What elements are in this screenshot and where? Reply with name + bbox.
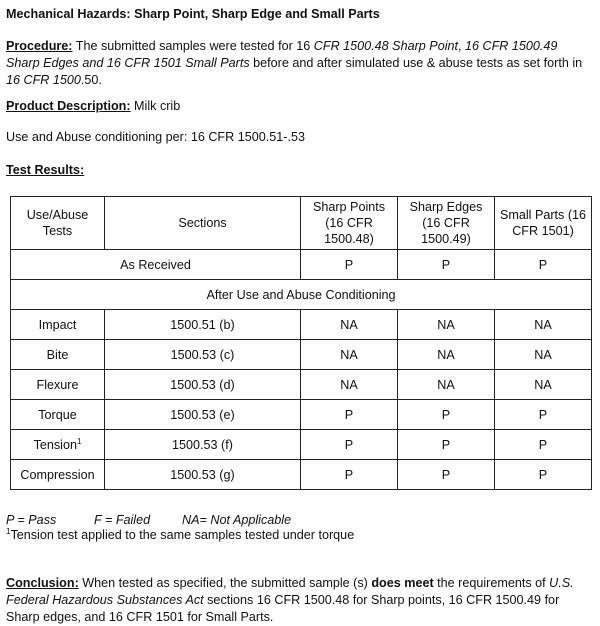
as-received-label: As Received	[11, 250, 301, 280]
test-name	[11, 430, 105, 460]
table-row	[11, 340, 592, 370]
result-sharp-points: P	[301, 400, 398, 430]
as-received-sharp-edges: P	[398, 250, 495, 280]
test-results-label: Test Results:	[6, 163, 85, 177]
result-small-parts: P	[495, 430, 592, 460]
procedure-text-4: .50.	[80, 73, 102, 87]
legend-fail: F = Failed	[94, 513, 151, 527]
test-section: 1500.51 (b)	[105, 310, 301, 340]
page-title: Mechanical Hazards: Sharp Point, Sharp Edge and Small Parts	[6, 7, 380, 21]
conclusion-text-1: When tested as specified, the submitted sample (s)	[78, 576, 372, 590]
test-name: Bite	[11, 340, 105, 370]
table-row	[11, 370, 592, 400]
procedure-paragraph	[6, 38, 590, 89]
footnote-text: Tension test applied to the same samples tested under torque	[10, 528, 355, 542]
footnote-marker: 1	[76, 436, 82, 446]
table-row	[11, 430, 592, 460]
legend-pass: P = Pass	[6, 513, 57, 527]
procedure-ref-1500: 16 CFR 1500	[6, 73, 81, 87]
conclusion-text-3: sections 16 CFR 1500.48 for Sharp points, 16 CFR 1500.49 for Sharp edges, and 16 CFR 1501 for Small Parts.	[6, 593, 560, 624]
test-name: Impact	[11, 310, 105, 340]
procedure-ref-sharp-point: CFR 1500.48 Sharp Point	[313, 39, 458, 53]
test-name: Flexure	[11, 370, 105, 400]
table-row	[11, 400, 592, 430]
header-sharp-points: Sharp Points (16 CFR 1500.48)	[301, 197, 398, 250]
conclusion-text-2: the requirements of	[433, 576, 550, 590]
footnote	[6, 527, 590, 544]
use-abuse-conditioning: Use and Abuse conditioning per: 16 CFR 1500.51-.53	[6, 130, 305, 144]
test-section: 1500.53 (f)	[105, 430, 301, 460]
conclusion-paragraph	[6, 575, 590, 626]
result-small-parts: NA	[495, 310, 592, 340]
test-section: 1500.53 (g)	[105, 460, 301, 490]
conclusion-label: Conclusion:	[6, 576, 79, 590]
result-sharp-points: NA	[301, 310, 398, 340]
result-small-parts: NA	[495, 370, 592, 400]
result-sharp-points: NA	[301, 370, 398, 400]
conclusion-verdict: does meet	[371, 576, 434, 590]
product-value: Milk crib	[130, 99, 181, 113]
table-row	[11, 460, 592, 490]
table-row	[11, 310, 592, 340]
result-sharp-edges: NA	[398, 340, 495, 370]
procedure-text-2: ,	[458, 39, 465, 53]
after-conditioning-label: After Use and Abuse Conditioning	[11, 280, 592, 310]
procedure-text-1: The submitted samples were tested for 16	[72, 39, 314, 53]
header-sections: Sections	[105, 197, 301, 250]
result-sharp-edges: P	[398, 400, 495, 430]
header-sharp-edges: Sharp Edges (16 CFR 1500.49)	[398, 197, 495, 250]
result-small-parts: P	[495, 460, 592, 490]
procedure-text-3: before and after simulated use & abuse tests as set forth in	[249, 56, 583, 70]
test-name: Torque	[11, 400, 105, 430]
product-label: Product Description:	[6, 99, 131, 113]
result-small-parts: NA	[495, 340, 592, 370]
product-description	[6, 98, 590, 115]
header-small-parts: Small Parts (16 CFR 1501)	[495, 197, 592, 250]
as-received-row	[11, 250, 592, 280]
procedure-ref-edges-parts: 16 CFR 1500.49 Sharp Edges and 16 CFR 1501 Small Parts	[6, 39, 558, 70]
test-results-table	[10, 196, 592, 490]
after-conditioning-row	[11, 280, 592, 310]
procedure-label: Procedure:	[6, 39, 73, 53]
as-received-sharp-points: P	[301, 250, 398, 280]
test-name-text: Tension	[33, 437, 77, 452]
result-sharp-edges: P	[398, 430, 495, 460]
legend-na: NA= Not Applicable	[182, 513, 292, 527]
result-sharp-points: NA	[301, 340, 398, 370]
test-section: 1500.53 (c)	[105, 340, 301, 370]
result-small-parts: P	[495, 400, 592, 430]
test-section: 1500.53 (d)	[105, 370, 301, 400]
result-sharp-points: P	[301, 430, 398, 460]
header-use-abuse: Use/Abuse Tests	[11, 197, 105, 250]
result-sharp-edges: NA	[398, 370, 495, 400]
as-received-small-parts: P	[495, 250, 592, 280]
result-sharp-edges: NA	[398, 310, 495, 340]
footnote-marker: 1	[6, 527, 11, 536]
conclusion-act-name: U.S. Federal Hazardous Substances Act	[6, 576, 574, 607]
test-name: Compression	[11, 460, 105, 490]
result-sharp-edges: P	[398, 460, 495, 490]
table-header-row	[11, 197, 592, 250]
test-section: 1500.53 (e)	[105, 400, 301, 430]
result-sharp-points: P	[301, 460, 398, 490]
